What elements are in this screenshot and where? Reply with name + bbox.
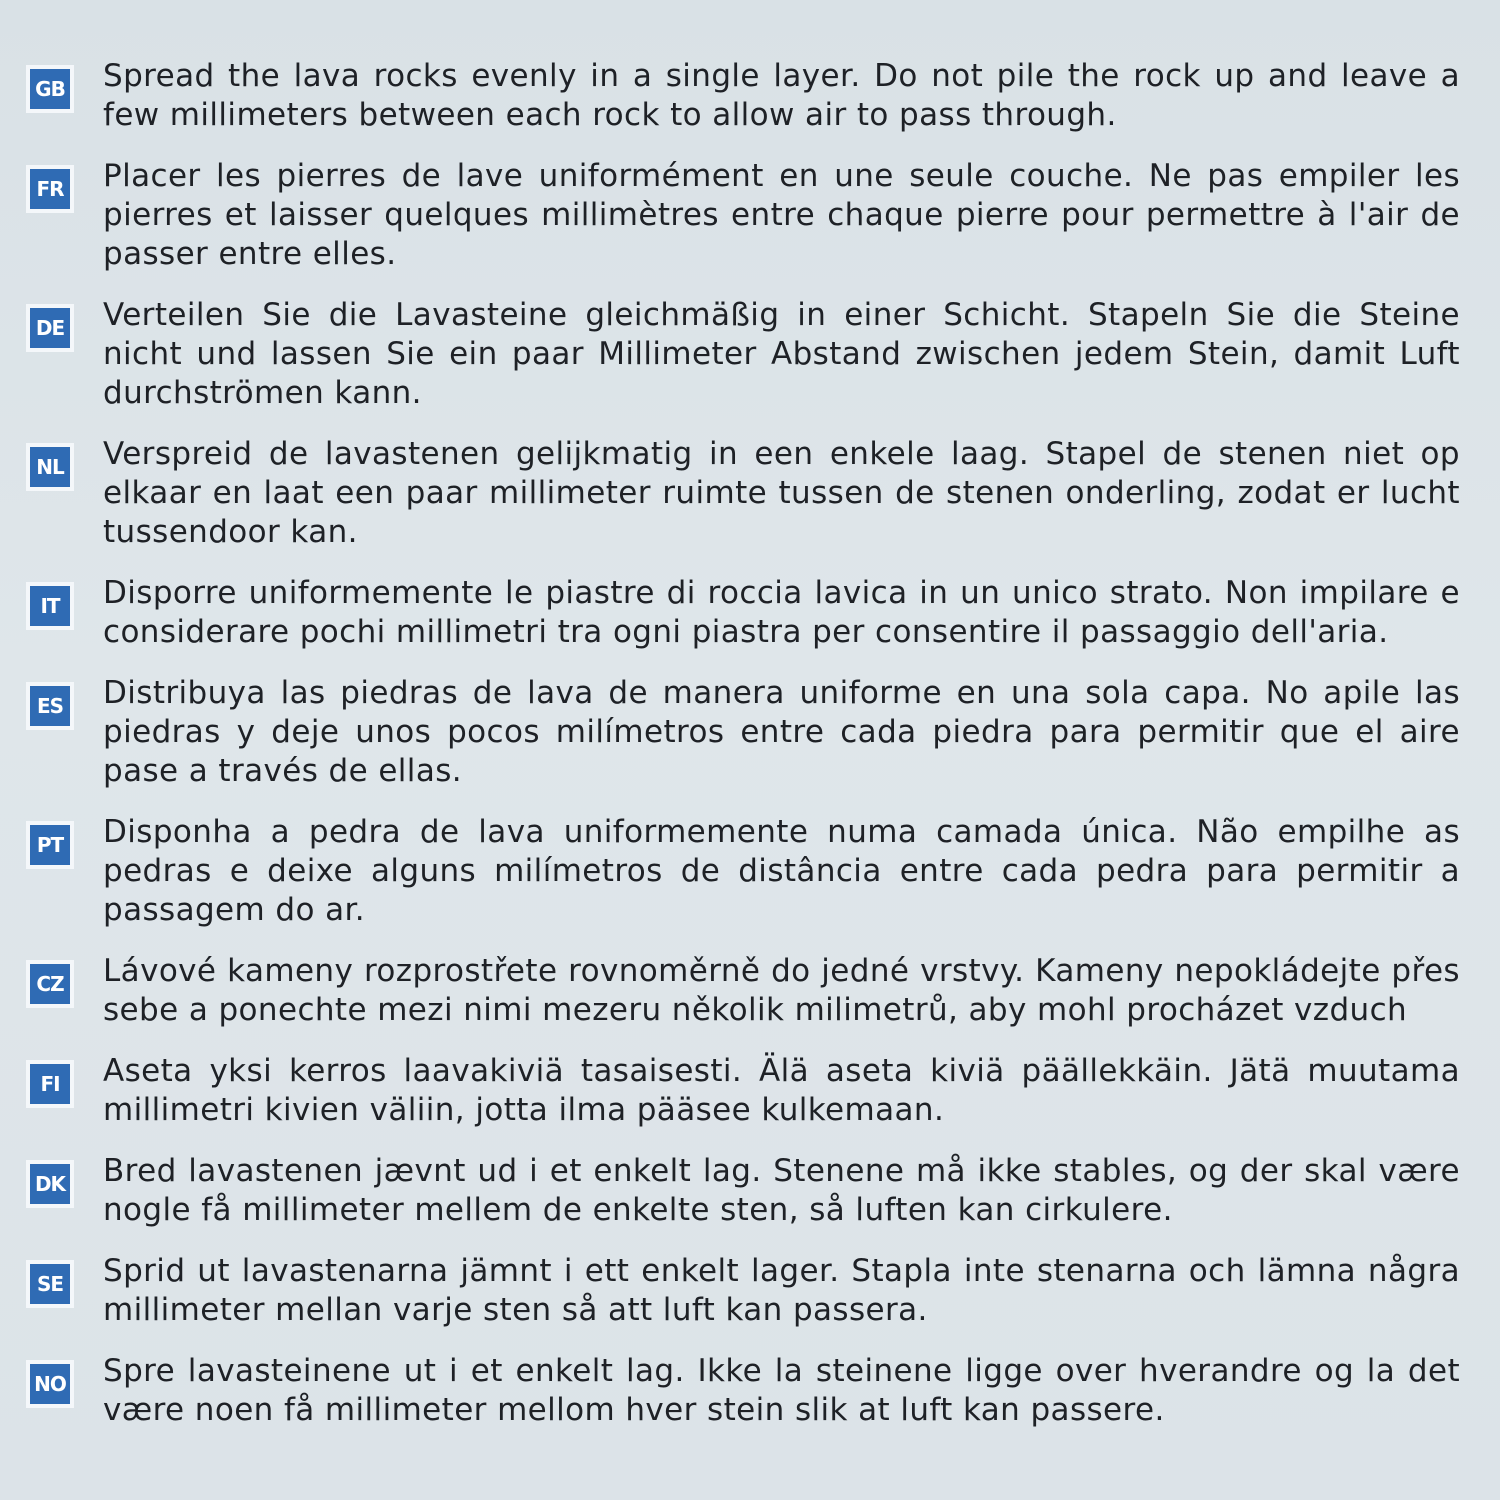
language-badge-nl: NL — [26, 443, 74, 491]
instruction-de — [26, 296, 1460, 413]
language-badge-fi: FI — [26, 1060, 74, 1108]
instruction-text-es: Distribuya las piedras de lava de manera uniforme en una sola capa. No apile las piedras y deje unos pocos milímetros entre cada piedra para permitir que el aire pase a través de ellas. — [103, 675, 1460, 789]
language-badge-it: IT — [26, 582, 74, 630]
language-badge-dk: DK — [26, 1160, 74, 1208]
instruction-text-gb: Spread the lava rocks evenly in a single layer. Do not pile the rock up and leave a few millimeters between each rock to allow air to pass through. — [103, 58, 1460, 133]
language-badge-se: SE — [26, 1260, 74, 1308]
instruction-text-se: Sprid ut lavastenarna jämnt i ett enkelt lager. Stapla inte stenarna och lämna några millimeter mellan varje sten så att luft kan passera. — [103, 1253, 1460, 1328]
instruction-it — [26, 574, 1460, 652]
instruction-no — [26, 1352, 1460, 1430]
instruction-text-nl: Verspreid de lavastenen gelijkmatig in een enkele laag. Stapel de stenen niet op elkaar en laat een paar millimeter ruimte tussen de stenen onderling, zodat er lucht tussendoor kan. — [103, 436, 1460, 550]
language-badge-es: ES — [26, 682, 74, 730]
instruction-text-dk: Bred lavastenen jævnt ud i et enkelt lag. Stenene må ikke stables, og der skal være nogle få millimeter mellem de enkelte sten, så luften kan cirkulere. — [103, 1153, 1460, 1228]
instruction-text-no: Spre lavasteinene ut i et enkelt lag. Ikke la steinene ligge over hverandre og la det være noen få millimeter mellom hver stein slik at luft kan passere. — [103, 1353, 1460, 1428]
instruction-pt — [26, 813, 1460, 930]
instruction-text-cz: Lávové kameny rozprostřete rovnoměrně do jedné vrstvy. Kameny nepokládejte přes sebe a ponechte mezi nimi mezeru několik milimetrů, aby mohl procházet vzduch — [103, 953, 1460, 1028]
instruction-nl — [26, 435, 1460, 552]
language-badge-pt: PT — [26, 821, 74, 869]
instruction-se — [26, 1252, 1460, 1330]
language-badge-no: NO — [26, 1360, 74, 1408]
language-badge-gb: GB — [26, 65, 74, 113]
instruction-fi — [26, 1052, 1460, 1130]
instruction-fr — [26, 157, 1460, 274]
instruction-text-pt: Disponha a pedra de lava uniformemente numa camada única. Não empilhe as pedras e deixe alguns milímetros de distância entre cada pedra para permitir a passagem do ar. — [103, 814, 1460, 928]
instruction-text-it: Disporre uniformemente le piastre di roccia lavica in un unico strato. Non impilare e considerare pochi millimetri tra ogni piastra per consentire il passaggio dell'aria. — [103, 575, 1460, 650]
language-badge-de: DE — [26, 304, 74, 352]
instruction-text-fi: Aseta yksi kerros laavakiviä tasaisesti. Älä aseta kiviä päällekkäin. Jätä muutama millimetri kivien väliin, jotta ilma pääsee kulkemaan. — [103, 1053, 1460, 1128]
language-badge-cz: CZ — [26, 960, 74, 1008]
language-badge-fr: FR — [26, 165, 74, 213]
instruction-dk — [26, 1152, 1460, 1230]
instruction-text-de: Verteilen Sie die Lavasteine gleichmäßig in einer Schicht. Stapeln Sie die Steine nicht und lassen Sie ein paar Millimeter Abstand zwischen jedem Stein, damit Luft durchströmen kann. — [103, 297, 1460, 411]
instruction-gb — [26, 57, 1460, 135]
instruction-cz — [26, 952, 1460, 1030]
instruction-text-fr: Placer les pierres de lave uniformément en une seule couche. Ne pas empiler les pierres et laisser quelques millimètres entre chaque pierre pour permettre à l'air de passer entre elles. — [103, 158, 1460, 272]
instruction-es — [26, 674, 1460, 791]
